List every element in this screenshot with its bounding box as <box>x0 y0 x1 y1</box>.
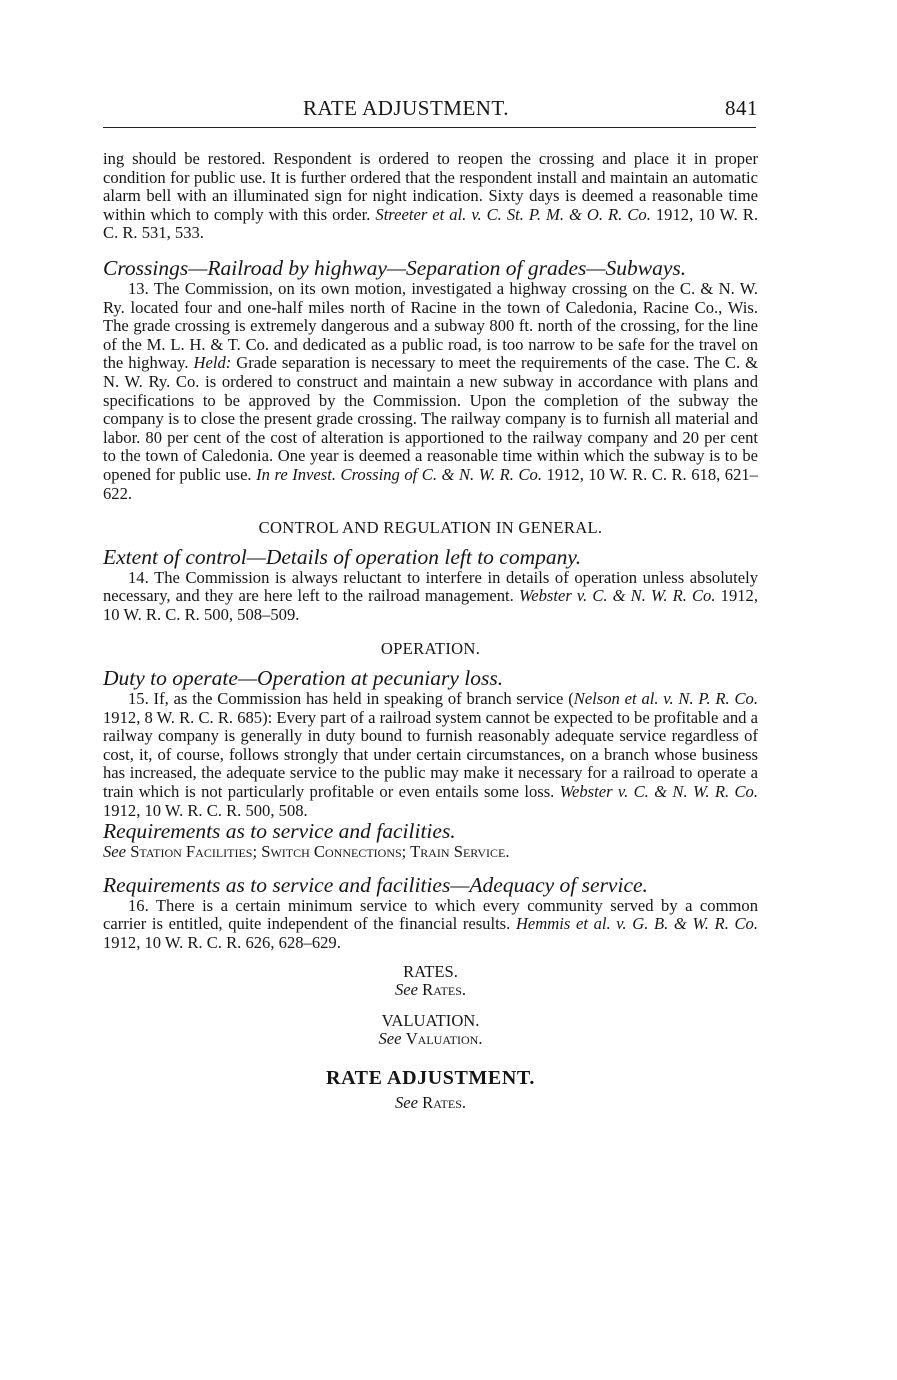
paragraph-15-citation: Webster v. C. & N. W. R. Co. <box>559 782 758 802</box>
paragraph-15 <box>103 690 758 820</box>
see-reference-valuation <box>103 1030 758 1049</box>
see-refs: Station Facilities; Switch Connections; Train Service. <box>130 842 510 862</box>
see-ref-valuation: Valuation. <box>405 1029 483 1049</box>
carry-over-cite-tail: 1912, 10 W. R. C. R. 531, 533. <box>103 204 759 243</box>
running-title: RATE ADJUSTMENT. <box>303 96 509 120</box>
paragraph-13-citation: In re Invest. Crossing of C. & N. W. R. Co. <box>256 464 542 484</box>
paragraph-16-text: 16. There is a certain minimum service to which every community served by a common carrier is entitled, quite independent of the financial results. <box>103 895 758 934</box>
title-rate-adjustment: RATE ADJUSTMENT. <box>326 1066 535 1089</box>
see-reference-rates <box>103 981 758 1000</box>
paragraph-14-citation: Webster v. C. & N. W. R. Co. <box>518 586 716 606</box>
heading-adequacy: Requirements as to service and facilities—Adequacy of service. <box>103 872 648 897</box>
heading-requirements: Requirements as to service and facilities. <box>103 819 456 844</box>
see-ref-rates: Rates. <box>422 980 467 1000</box>
header-rule <box>103 127 756 128</box>
carry-over-citation: Streeter et al. v. C. St. P. M. & O. R. Co. <box>375 204 651 224</box>
carry-over-text: ing should be restored. Respondent is ordered to reopen the crossing and place it in proper condition for public use. It is further ordered that the respondent install and maintain an automatic alarm bell with an illuminated sign for night indication. Sixty days is deemed a reasonable time within which to comply with this order. <box>103 149 758 224</box>
see-reference-requirements <box>103 843 758 862</box>
paragraph-16 <box>103 897 758 953</box>
see-word: See <box>378 1029 402 1049</box>
paragraph-14 <box>103 569 758 625</box>
see-word: See <box>103 842 127 862</box>
paragraph-13-text: 13. The Commission, on its own motion, investigated a highway crossing on the C. & N. W. Ry. located four and one-half miles north of Racine in the town of Caledonia, Racine Co., Wis. The grade crossing is extremely dangerous and a subway 800 ft. north of the crossing, for the line of the M. L. H. & T. Co. and dedicated as a public road, is too narrow to be safe for the travel on the highway. <box>103 278 758 373</box>
see-reference-rate-adjustment <box>103 1094 758 1113</box>
heading-extent-of-control: Extent of control—Details of operation left to company. <box>103 544 582 569</box>
paragraph-15-text-b: 1912, 8 W. R. C. R. 685): Every part of a railroad system cannot be expected to be profitable and a railway company is generally in duty bound to furnish reasonably adequate service regardless of cost, it, of course, follows strongly that under certain circumstances, on a branch whose business has increased, the adequate service to the public may make it necessary for a railroad to operate a train which is not particularly profitable or even entails some loss. <box>103 707 758 802</box>
paragraph-14-cite-tail: 1912, 10 W. R. C. R. 500, 508–509. <box>103 586 758 624</box>
paragraph-15-inline-citation: Nelson et al. v. N. P. R. Co. <box>573 689 758 709</box>
see-word: See <box>394 980 418 1000</box>
paragraph-16-cite-tail: 1912, 10 W. R. C. R. 626, 628–629. <box>103 933 341 952</box>
paragraph-13-continued: Grade separation is necessary to meet the requirements of the case. The C. & N. W. Ry. Co. is ordered to construct and maintain a new subway in accordance with plans and specifications to be approved by the Commission. Upon the completion of the subway the company is to close the present grade crossing. The railway company is to furnish all material and labor. 80 per cent of the cost of alteration is apportioned to the railway company and 20 per cent to the town of Caledonia. One year is deemed a reasonable time within which the subway is to be opened for public use. <box>103 353 759 484</box>
page-number: 841 <box>725 96 758 120</box>
see-word: See <box>394 1092 418 1112</box>
see-ref-rate-adjustment: Rates. <box>422 1092 467 1112</box>
paragraph-16-citation: Hemmis et al. v. G. B. & W. R. Co. <box>515 914 758 934</box>
page-body <box>103 150 758 1112</box>
section-title-control: CONTROL AND REGULATION IN GENERAL. <box>258 518 603 538</box>
section-title-rates: RATES. <box>403 961 458 981</box>
paragraph-14-text: 14. The Commission is always reluctant to interfere in details of operation unless absolutely necessary, and they are here left to the railroad management. <box>103 567 758 606</box>
paragraph-15-text-a: 15. If, as the Commission has held in speaking of branch service ( <box>128 689 574 709</box>
paragraph-13 <box>103 280 758 503</box>
paragraph-13-cite-tail: 1912, 10 W. R. C. R. 618, 621–622. <box>103 464 758 503</box>
carry-over-paragraph <box>103 150 758 243</box>
held-label: Held: <box>193 353 232 373</box>
section-title-valuation: VALUATION. <box>381 1010 480 1030</box>
heading-duty-to-operate: Duty to operate—Operation at pecuniary loss. <box>103 666 504 691</box>
section-title-operation: OPERATION. <box>380 639 481 659</box>
paragraph-15-cite-tail: 1912, 10 W. R. C. R. 500, 508. <box>103 800 308 820</box>
heading-crossings: Crossings—Railroad by highway—Separation of grades—Subways. <box>103 255 687 280</box>
